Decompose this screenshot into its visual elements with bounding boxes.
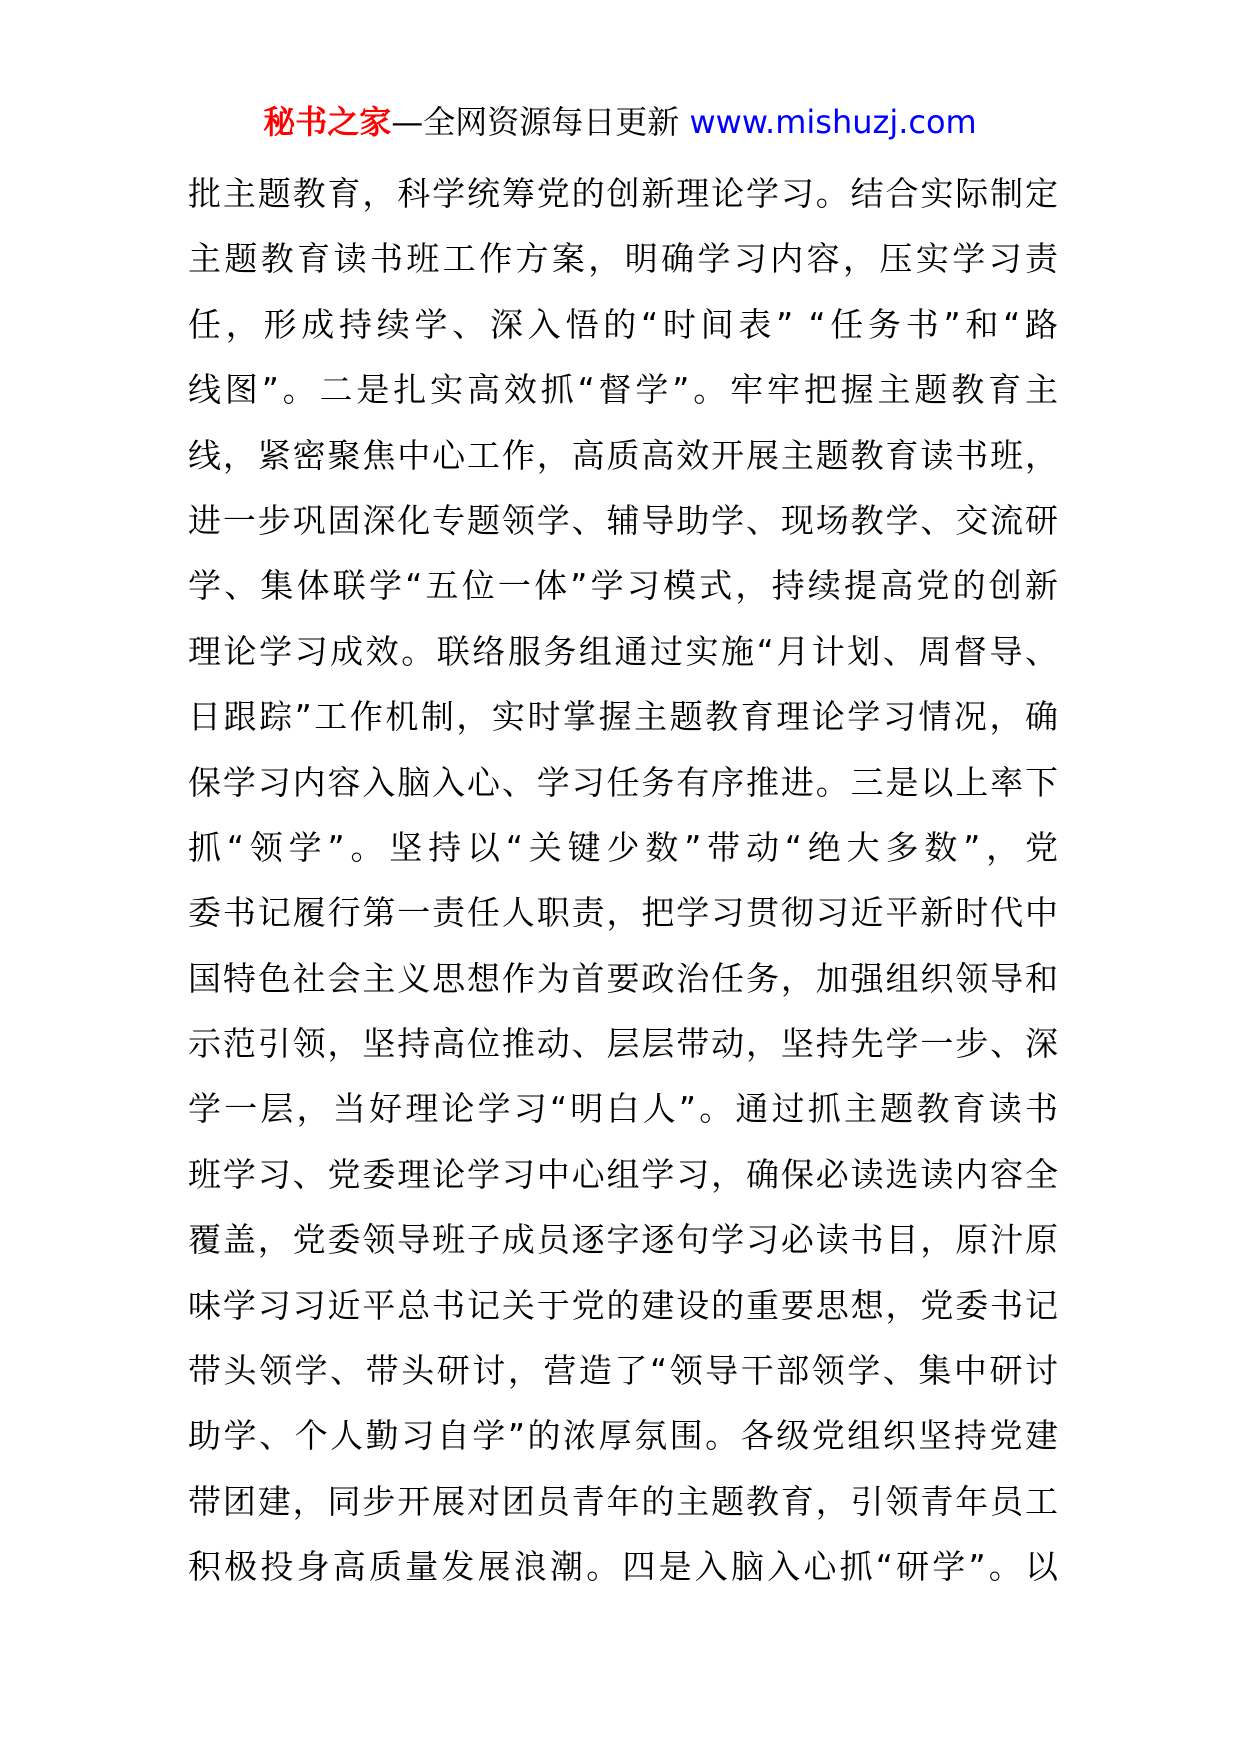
body-line: 示范引领，坚持高位推动、层层带动，坚持先学一步、深 [188, 1024, 1058, 1064]
page-header [0, 100, 1240, 144]
body-line: 带头领学、带头研讨，营造了“领导干部领学、集中研讨 [188, 1351, 1058, 1391]
body-line: 委书记履行第一责任人职责，把学习贯彻习近平新时代中 [188, 893, 1058, 933]
body-line: 理论学习成效。联络服务组通过实施“月计划、周督导、 [188, 631, 1058, 671]
body-line: 积极投身高质量发展浪潮。四是入脑入心抓“研学”。以 [188, 1547, 1058, 1587]
body-line: 任，形成持续学、深入悟的“时间表” “任务书”和“路 [188, 304, 1058, 344]
body-line: 抓“领学”。坚持以“关键少数”带动“绝大多数”，党 [188, 827, 1058, 867]
document-body [188, 161, 1058, 1600]
body-line: 国特色社会主义思想作为首要政治任务，加强组织领导和 [188, 958, 1058, 998]
body-line: 带团建，同步开展对团员青年的主题教育，引领青年员工 [188, 1481, 1058, 1521]
header-tagline: —全网资源每日更新 [391, 103, 690, 141]
body-line: 日跟踪”工作机制，实时掌握主题教育理论学习情况，确 [188, 697, 1058, 737]
body-line: 进一步巩固深化专题领学、辅导助学、现场教学、交流研 [188, 500, 1058, 540]
body-line: 学、集体联学“五位一体”学习模式，持续提高党的创新 [188, 566, 1058, 606]
body-line: 保学习内容入脑入心、学习任务有序推进。三是以上率下 [188, 762, 1058, 802]
header-url-link[interactable]: www.mishuzj.com [689, 103, 977, 141]
body-line: 学一层，当好理论学习“明白人”。通过抓主题教育读书 [188, 1089, 1058, 1129]
body-line: 线，紧密聚焦中心工作，高质高效开展主题教育读书班， [188, 435, 1058, 475]
body-line: 助学、个人勤习自学”的浓厚氛围。各级党组织坚持党建 [188, 1416, 1058, 1456]
header-brand: 秘书之家 [263, 103, 392, 141]
body-line: 主题教育读书班工作方案，明确学习内容，压实学习责 [188, 239, 1058, 279]
body-line: 班学习、党委理论学习中心组学习，确保必读选读内容全 [188, 1154, 1058, 1194]
body-line: 线图”。二是扎实高效抓“督学”。牢牢把握主题教育主 [188, 370, 1058, 410]
body-line: 味学习习近平总书记关于党的建设的重要思想，党委书记 [188, 1285, 1058, 1325]
body-line: 覆盖，党委领导班子成员逐字逐句学习必读书目，原汁原 [188, 1220, 1058, 1260]
body-line: 批主题教育，科学统筹党的创新理论学习。结合实际制定 [188, 174, 1058, 213]
